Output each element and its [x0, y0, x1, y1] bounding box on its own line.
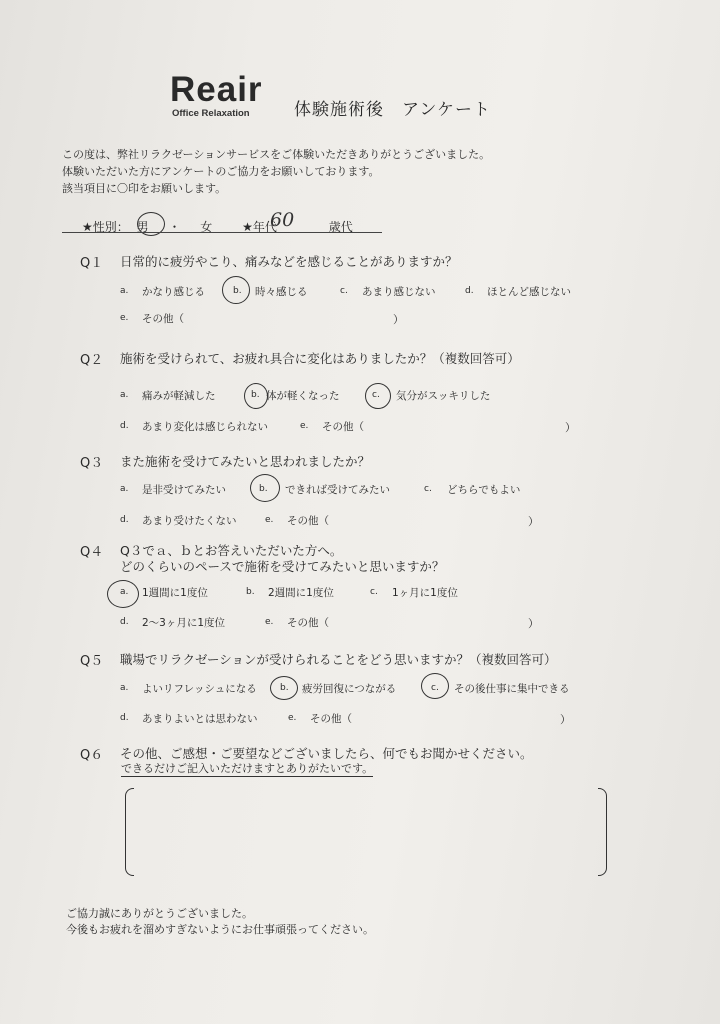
brand-logo: Reair	[170, 70, 263, 109]
q4-text-line-1: Q３でａ、ｂとお答えいただいた方へ。	[120, 543, 343, 558]
q4-number: Q４	[80, 545, 104, 560]
q3-option-d-letter: d.	[120, 515, 129, 525]
q2-option-b[interactable]: 体が軽くなった	[266, 390, 340, 402]
q1-option-a-letter: a.	[120, 286, 129, 296]
q1-b-selection-circle	[222, 276, 250, 304]
q3-option-a-letter: a.	[120, 484, 129, 494]
q1-option-c-letter: c.	[340, 286, 348, 296]
comment-box-left-bracket	[125, 788, 134, 876]
q5-c-selection-circle	[421, 673, 449, 699]
q4-text-line-2: どのくらいのペースで施術を受けてみたいと思いますか？	[120, 559, 445, 574]
q3-text: また施術を受けてみたいと思われましたか？	[120, 454, 371, 469]
q2-text: 施術を受けられて、お疲れ具合に変化はありましたか？（複数回答可）	[120, 351, 520, 366]
q4-option-c[interactable]: 1ヶ月に1度位	[392, 587, 458, 599]
q1-number: Q１	[80, 256, 104, 271]
gender-separator: ・	[168, 220, 181, 234]
q4-option-e[interactable]: その他（	[287, 617, 329, 629]
q5-other-close: ）	[560, 713, 571, 726]
q5-option-a-letter: a.	[120, 683, 129, 693]
q3-option-e-letter: e.	[265, 515, 274, 525]
age-suffix: 歳代	[328, 220, 353, 234]
q5-option-d-letter: d.	[120, 713, 129, 723]
q5-option-e-letter: e.	[288, 713, 297, 723]
page-title: 体験施術後 アンケート	[294, 100, 491, 120]
q3-option-c-letter: c.	[424, 484, 432, 494]
closing-line-1: ご協力誠にありがとうございました。	[66, 907, 253, 920]
intro-line-3: 該当項目に〇印をお願いします。	[62, 182, 227, 195]
q3-option-a[interactable]: 是非受けてみたい	[142, 484, 226, 496]
brand-tagline: Office Relaxation	[172, 108, 250, 119]
q5-number: Q５	[80, 654, 104, 669]
q2-b-selection-circle	[244, 383, 268, 409]
profile-underline	[62, 232, 382, 233]
q3-option-b[interactable]: できれば受けてみたい	[285, 484, 390, 496]
q4-option-c-letter: c.	[370, 587, 378, 597]
q2-option-b-letter: b.	[251, 390, 260, 400]
q2-option-d[interactable]: あまり変化は感じられない	[142, 421, 268, 433]
q1-other-close: ）	[393, 313, 404, 326]
q3-option-c[interactable]: どちらでもよい	[447, 484, 521, 496]
q4-other-close: ）	[528, 617, 539, 630]
q4-option-d[interactable]: 2～3ヶ月に1度位	[142, 617, 226, 629]
q5-option-b[interactable]: 疲労回復につながる	[302, 683, 397, 695]
comment-box-right-bracket	[598, 788, 607, 876]
gender-option-male[interactable]: 男	[136, 220, 149, 234]
q6-number: Q６	[80, 748, 104, 763]
q1-option-e-letter: e.	[120, 313, 129, 323]
q5-option-b-letter: b.	[280, 683, 289, 693]
q2-option-e[interactable]: その他（	[322, 421, 364, 433]
q4-option-a[interactable]: 1週間に1度位	[142, 587, 208, 599]
intro-line-2: 体験いただいた方にアンケートのご協力をお願いしております。	[62, 165, 380, 178]
q3-option-e[interactable]: その他（	[287, 515, 329, 527]
q5-text: 職場でリラクゼーションが受けられることをどう思いますか？（複数回答可）	[120, 652, 557, 667]
q5-option-e[interactable]: その他（	[310, 713, 352, 725]
q4-option-b[interactable]: 2週間に1度位	[268, 587, 334, 599]
q4-a-selection-circle	[107, 580, 139, 608]
q2-other-close: ）	[565, 421, 576, 434]
q1-option-e[interactable]: その他（	[142, 313, 184, 325]
q5-option-c-letter: c.	[431, 683, 439, 693]
q4-option-d-letter: d.	[120, 617, 129, 627]
age-label: ★年代	[242, 220, 277, 234]
q3-b-selection-circle	[250, 474, 280, 502]
q2-number: Q２	[80, 353, 104, 368]
q1-option-b-letter: b.	[233, 286, 242, 296]
gender-option-female[interactable]: 女	[200, 220, 213, 234]
q2-option-a[interactable]: 痛みが軽減した	[142, 390, 216, 402]
q2-option-d-letter: d.	[120, 421, 129, 431]
q4-option-b-letter: b.	[246, 587, 255, 597]
q1-option-c[interactable]: あまり感じない	[362, 286, 436, 298]
q5-b-selection-circle	[270, 676, 298, 700]
comment-box[interactable]	[135, 792, 595, 870]
q2-option-e-letter: e.	[300, 421, 309, 431]
q3-option-b-letter: b.	[259, 484, 268, 494]
q3-number: Q３	[80, 456, 104, 471]
q5-option-d[interactable]: あまりよいとは思わない	[142, 713, 258, 725]
q2-option-c[interactable]: 気分がスッキリした	[396, 390, 491, 402]
intro-line-1: この度は、弊社リラクゼーションサービスをご体験いただきありがとうございました。	[62, 148, 491, 161]
q4-option-a-letter: a.	[120, 587, 129, 597]
closing-line-2: 今後もお疲れを溜めすぎないようにお仕事頑張ってください。	[66, 923, 374, 936]
q6-text: その他、ご感想・ご要望などございましたら、何でもお聞かせください。	[120, 746, 533, 761]
q1-option-d[interactable]: ほとんど感じない	[487, 286, 571, 298]
q3-option-d[interactable]: あまり受けたくない	[142, 515, 237, 527]
gender-label: ★性別：	[82, 220, 129, 234]
q2-c-selection-circle	[365, 383, 391, 409]
q2-option-a-letter: a.	[120, 390, 129, 400]
q6-note: できるだけご記入いただけますとありがたいです。	[121, 762, 374, 775]
age-handwritten-value[interactable]: 60	[270, 209, 295, 231]
q1-option-d-letter: d.	[465, 286, 474, 296]
q1-option-b[interactable]: 時々感じる	[255, 286, 308, 298]
q3-other-close: ）	[528, 515, 539, 528]
q1-option-a[interactable]: かなり感じる	[142, 286, 205, 298]
q1-text: 日常的に疲労やこり、痛みなどを感じることがありますか？	[120, 254, 458, 269]
q4-option-e-letter: e.	[265, 617, 274, 627]
q5-option-c[interactable]: その後仕事に集中できる	[454, 683, 570, 695]
q2-option-c-letter: c.	[372, 390, 380, 400]
q5-option-a[interactable]: よいリフレッシュになる	[142, 683, 257, 695]
